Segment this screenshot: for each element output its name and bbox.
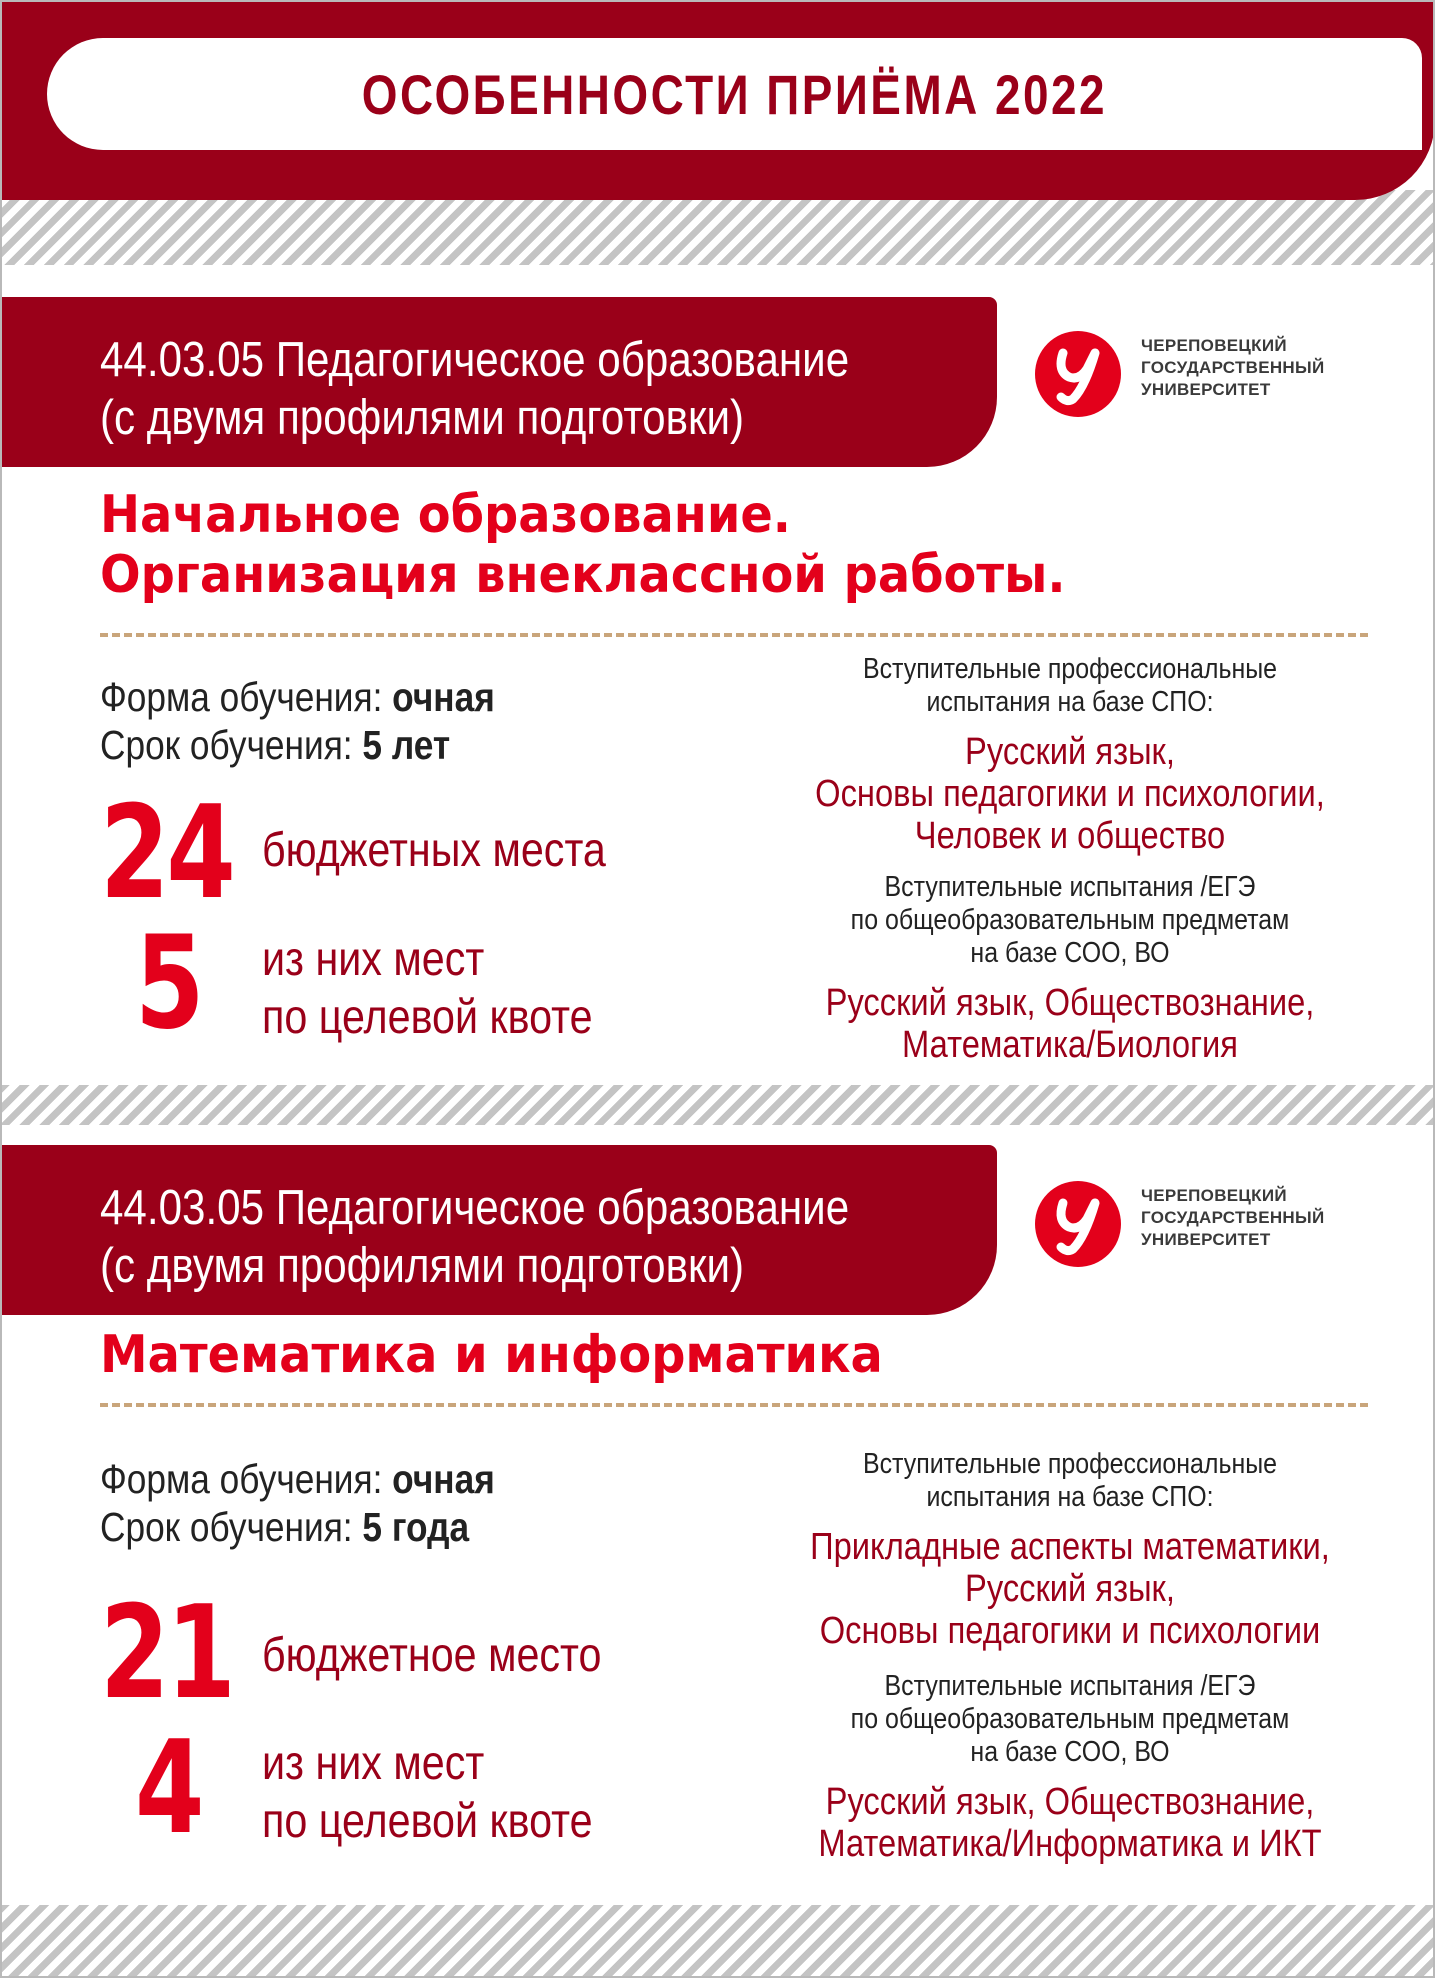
study-term: Срок обучения: 5 лет <box>100 722 451 768</box>
program-code: 44.03.05 Педагогическое образование <box>100 1181 850 1235</box>
study-term: Срок обучения: 5 года <box>100 1504 470 1550</box>
ege-exams-subjects: Русский язык, Обществознание, Математика/Биология <box>825 982 1315 1066</box>
university-emblem-icon <box>1035 1181 1121 1267</box>
quota-places-label: из них мест по целевой квоте <box>262 1737 593 1848</box>
spo-exams-subjects: Прикладные аспекты математики, Русский язык, Основы педагогики и психологии <box>810 1526 1330 1652</box>
university-emblem-icon <box>1035 331 1121 417</box>
university-name: ЧЕРЕПОВЕЦКИЙ ГОСУДАРСТВЕННЫЙ УНИВЕРСИТЕТ <box>1141 336 1325 399</box>
stripe-band-top <box>0 190 1435 265</box>
program-code: 44.03.05 Педагогическое образование <box>100 333 850 387</box>
quota-places-number: 4 <box>135 1714 202 1863</box>
stripe-band-middle <box>0 1085 1435 1125</box>
program-note: (с двумя профилями подготовки) <box>100 391 745 445</box>
ege-exams-label: Вступительные испытания /ЕГЭ по общеобразовательным предметам на базе СОО, ВО <box>850 1670 1290 1768</box>
spo-exams-subjects: Русский язык, Основы педагогики и психологии, Человек и общество <box>815 731 1325 857</box>
program-card-2 <box>0 1125 1435 1905</box>
header-band <box>0 0 1435 200</box>
university-logo <box>1035 323 1335 423</box>
program-note: (с двумя профилями подготовки) <box>100 1239 745 1293</box>
quota-places-label: из них мест по целевой квоте <box>262 933 593 1044</box>
program-header <box>0 1145 997 1315</box>
spo-exams-label: Вступительные профессиональные испытания на базе СПО: <box>862 1448 1278 1513</box>
budget-places-number: 24 <box>100 779 233 928</box>
entrance-exams <box>760 1448 1380 1865</box>
entrance-exams <box>760 653 1380 1066</box>
budget-places-label: бюджетное место <box>262 1629 602 1682</box>
ege-exams-subjects: Русский язык, Обществознание, Математика/Информатика и ИКТ <box>818 1781 1322 1865</box>
budget-places-label: бюджетных места <box>262 824 606 877</box>
stripe-band-bottom <box>0 1905 1435 1978</box>
profile-title: Начальное образование. Организация внеклассной работы. <box>100 485 1066 605</box>
program-card-1 <box>0 265 1435 1085</box>
title-pill <box>47 38 1422 150</box>
program-header <box>0 297 997 467</box>
spo-exams-label: Вступительные профессиональные испытания на базе СПО: <box>862 653 1278 718</box>
ege-exams-label: Вступительные испытания /ЕГЭ по общеобразовательным предметам на базе СОО, ВО <box>850 871 1290 969</box>
divider <box>100 1403 1368 1407</box>
divider <box>100 633 1368 637</box>
university-logo <box>1035 1173 1335 1273</box>
study-form: Форма обучения: очная <box>100 1456 495 1502</box>
budget-places-number: 21 <box>100 1579 233 1728</box>
page-title: ОСОБЕННОСТИ ПРИЁМА 2022 <box>361 62 1108 126</box>
quota-places-number: 5 <box>135 909 202 1058</box>
study-form: Форма обучения: очная <box>100 674 495 720</box>
university-name: ЧЕРЕПОВЕЦКИЙ ГОСУДАРСТВЕННЫЙ УНИВЕРСИТЕТ <box>1141 1186 1325 1249</box>
profile-title: Математика и информатика <box>100 1325 883 1385</box>
